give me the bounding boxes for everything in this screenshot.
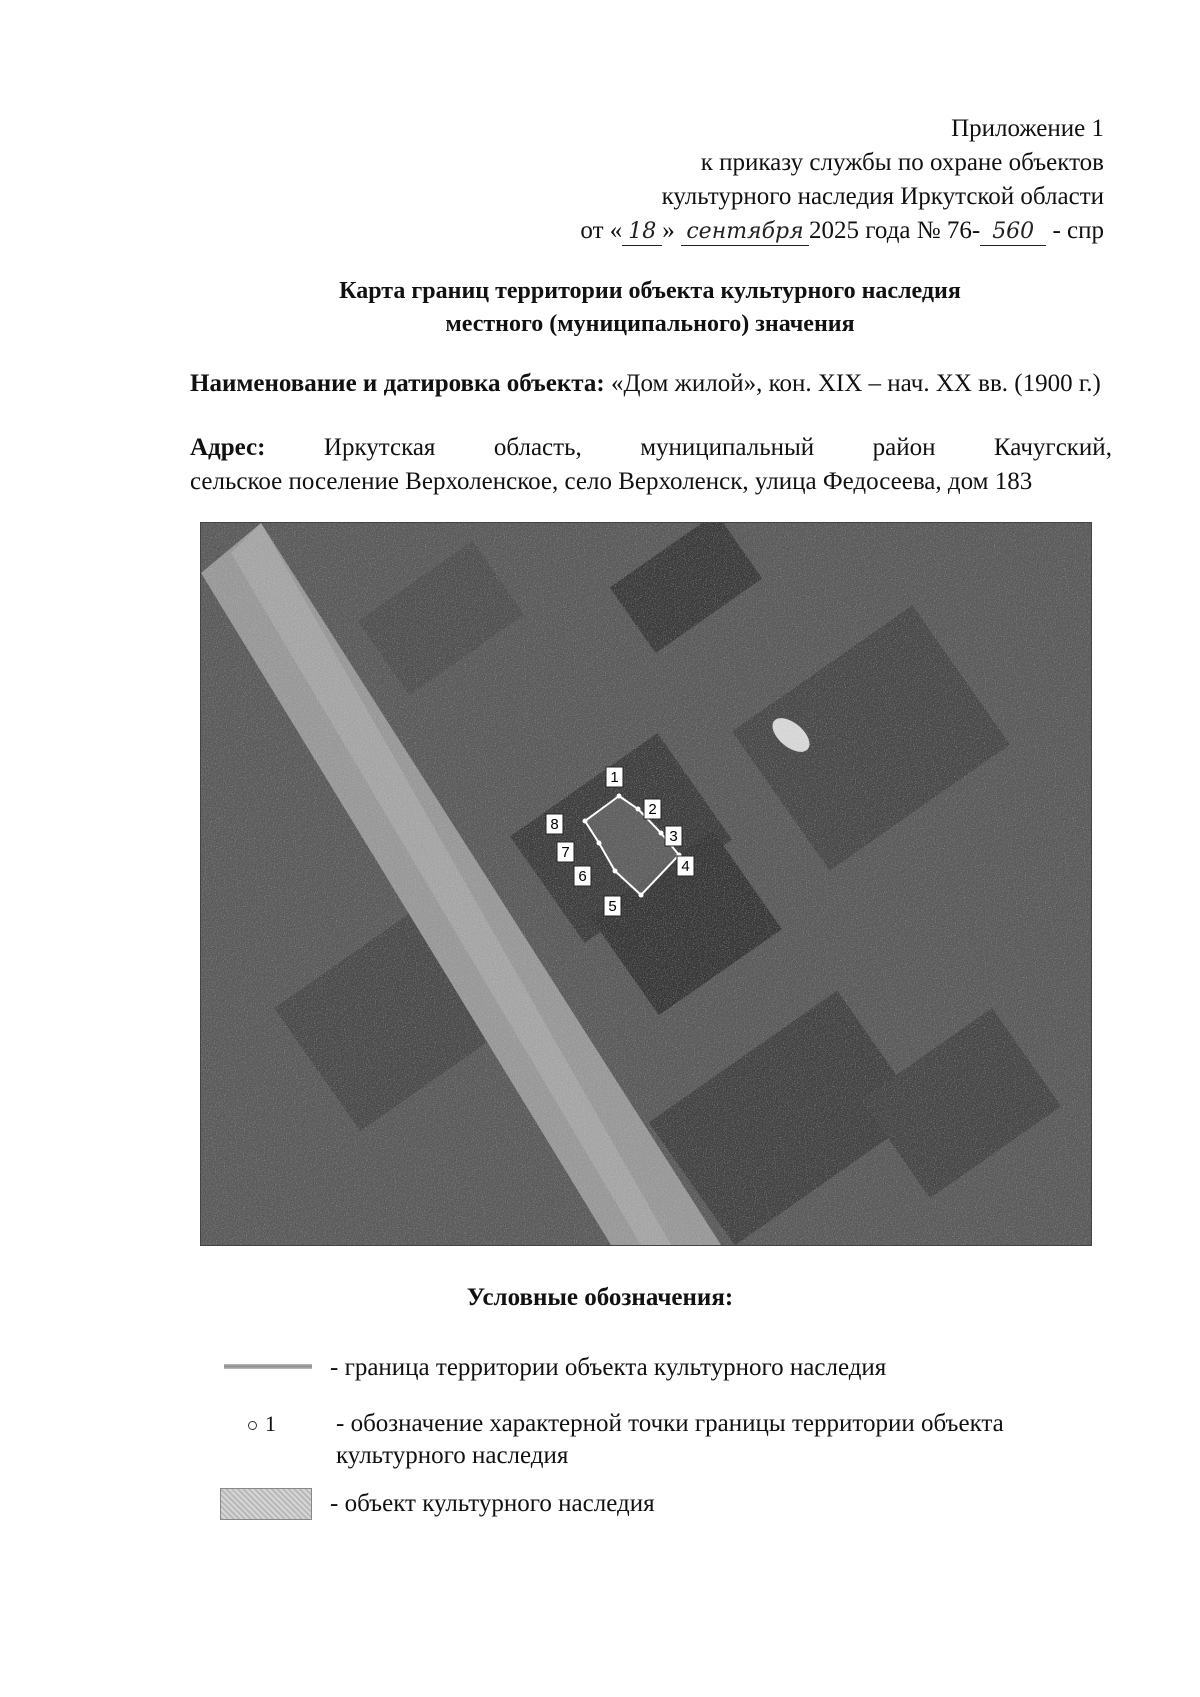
boundary-point-marker	[659, 831, 664, 836]
address-word: муниципальный	[640, 434, 815, 461]
boundary-point-symbol-label: 1	[265, 1411, 276, 1436]
appendix-number: Приложение 1	[951, 115, 1104, 142]
appendix-date-line	[484, 214, 1104, 248]
address-word: район	[872, 434, 936, 461]
address-label: Адрес:	[190, 434, 266, 461]
svg-text:1: 1	[610, 769, 619, 786]
address-row-2: сельское поселение Верхоленское, село Верхоленск, улица Федосеева, дом 183	[190, 468, 1033, 495]
date-year-text: 2025 года № 76-	[809, 217, 981, 244]
svg-text:8: 8	[550, 816, 559, 833]
boundary-point-marker	[613, 869, 618, 874]
object-name-value: «Дом жилой», кон. XIX – нач. XX вв. (1900 г.)	[610, 370, 1101, 397]
boundary-point-marker	[583, 819, 588, 824]
appendix-order-line: к приказу службы по охране объектов	[700, 149, 1104, 176]
boundary-point-label	[574, 866, 591, 886]
svg-text:5: 5	[608, 898, 617, 915]
heritage-object-area-icon	[220, 1488, 312, 1520]
object-name-label: Наименование и датировка объекта:	[190, 370, 605, 397]
appendix-header	[484, 112, 1104, 248]
handwritten-month: сентября	[681, 219, 809, 246]
svg-text:6: 6	[578, 868, 587, 885]
handwritten-number: 560	[980, 219, 1046, 246]
svg-text:3: 3	[669, 828, 678, 845]
address-word: область,	[493, 434, 582, 461]
address-word: Иркутская	[323, 434, 436, 461]
address-row-1	[190, 431, 1112, 465]
boundary-point-label	[546, 814, 563, 834]
boundary-point-label	[557, 842, 574, 862]
boundary-point-label	[665, 826, 682, 846]
title-line-1: Карта границ территории объекта культурного наследия	[339, 278, 961, 304]
object-name-block	[190, 367, 1112, 401]
boundary-point-label	[606, 767, 623, 787]
order-suffix: - спр	[1052, 217, 1104, 244]
legend-text: - обозначение характерной точки границы территории объекта культурного наследия	[336, 1410, 1004, 1469]
page-title	[190, 275, 1110, 341]
boundary-point-label	[604, 896, 621, 916]
legend-text: - объект культурного наследия	[330, 1490, 655, 1517]
boundary-point-marker	[636, 807, 641, 812]
map-image	[201, 523, 1091, 1245]
aerial-map	[200, 522, 1092, 1246]
date-prefix: от «	[580, 217, 623, 244]
svg-text:4: 4	[681, 858, 690, 875]
object-address-block	[190, 431, 1112, 499]
boundary-point-icon	[248, 1408, 276, 1440]
handwritten-day: 18	[622, 219, 662, 246]
date-quote-close: »	[662, 217, 675, 244]
appendix-service-line: культурного наследия Иркутской области	[661, 183, 1104, 210]
boundary-point-label	[677, 856, 694, 876]
boundary-line-icon	[224, 1364, 312, 1369]
legend-title: Условные обозначения:	[466, 1284, 734, 1311]
boundary-point-marker	[597, 841, 602, 846]
svg-text:7: 7	[561, 844, 570, 861]
title-line-2: местного (муниципального) значения	[445, 311, 855, 337]
address-word: Качугский,	[993, 434, 1112, 461]
boundary-point-marker	[617, 794, 622, 799]
boundary-point-marker	[639, 893, 644, 898]
legend-text: - граница территории объекта культурного наследия	[330, 1354, 887, 1381]
svg-text:2: 2	[648, 801, 657, 818]
boundary-point-label	[644, 799, 661, 819]
